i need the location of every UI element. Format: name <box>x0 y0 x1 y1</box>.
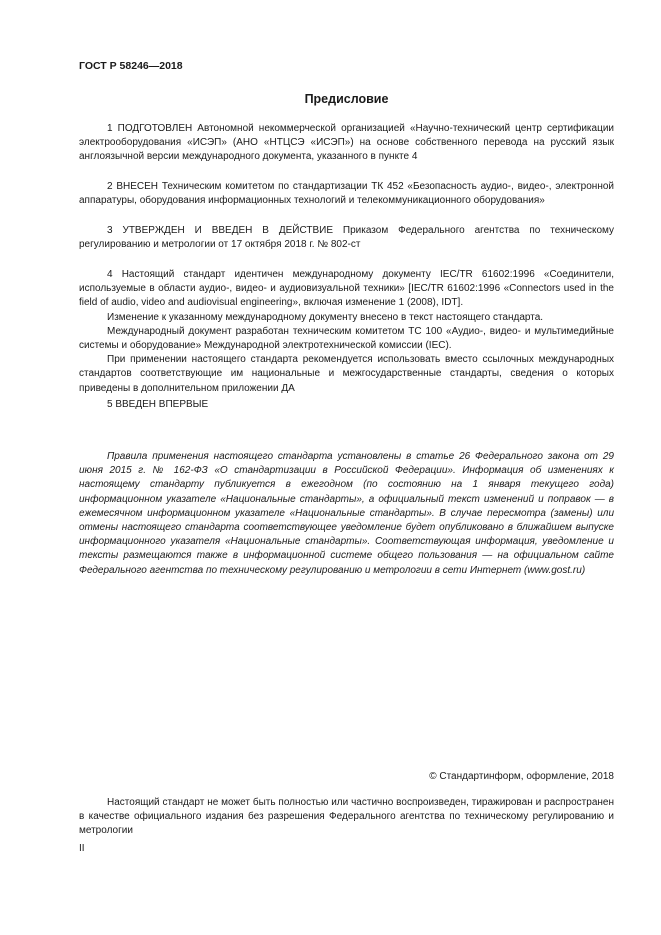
foreword-item-text: 3 УТВЕРЖДЕН И ВВЕДЕН В ДЕЙСТВИЕ Приказом Федерального агентства по техническому регулированию и метрологии от 17 октября 2018 г. № 802-ст <box>79 225 614 251</box>
standard-code: ГОСТ Р 58246—2018 <box>79 60 183 72</box>
foreword-item-text: Изменение к указанному международному документу внесено в текст настоящего стандарта. <box>107 311 544 323</box>
foreword-item-3 <box>79 224 614 252</box>
foreword-item-1 <box>79 122 614 165</box>
reproduction-note <box>79 796 614 839</box>
application-rules-notice <box>79 450 614 578</box>
reproduction-text: Настоящий стандарт не может быть полностью или частично воспроизведен, тиражирован и распространен в качестве официального издания без разрешения Федерального агентства по техническому регулированию и метрологии <box>79 797 614 837</box>
foreword-item-text: 1 ПОДГОТОВЛЕН Автономной некоммерческой организацией «Научно-технический центр сертификации электрооборудования «ИСЭП» (АНО «НТЦСЭ «ИСЭП») на основе собственного перевода на русский язык англоязычной версии международного документа, указанного в пункте 4 <box>79 123 614 163</box>
foreword-item-4 <box>79 268 614 396</box>
foreword-item-2 <box>79 180 614 208</box>
copyright-line: © Стандартинформ, оформление, 2018 <box>429 771 614 782</box>
section-title: Предисловие <box>304 92 389 106</box>
foreword-item-text: 4 Настоящий стандарт идентичен международному документу IEC/TR 61602:1996 «Соединители, используемые в области аудио-, видео- и аудиовизуальной техники» [IEC/TR 61602:1996 «Connectors used in the field of audio, video and audiovisual engineering», включая изменение 1 (2008), IDT]. <box>79 269 614 309</box>
foreword-item-text: Международный документ разработан техническим комитетом ТС 100 «Аудио-, видео- и мультимедийные системы и оборудование» Международной электротехнической комиссии (IEC). <box>79 325 614 352</box>
foreword-item-text: 2 ВНЕСЕН Техническим комитетом по стандартизации ТК 452 «Безопасность аудио-, видео-, электронной аппаратуры, оборудования информационных технологий и телекоммуникационного оборудования» <box>79 181 614 207</box>
foreword-item-text: При применении настоящего стандарта рекомендуется использовать вместо ссылочных международных стандартов соответствующие им национальные и межгосударственные стандарты, сведения о которых приведены в дополнительном приложении ДА <box>79 354 614 394</box>
page-number: II <box>79 843 85 854</box>
foreword-item-5 <box>79 398 614 412</box>
notice-text: Правила применения настоящего стандарта установлены в статье 26 Федерального закона от 29 июня 2015 г. № 162-ФЗ «О стандартизации в Российской Федерации». Информация об изменениях к настоящему стандарту публикуется в ежегодном (по состоянию на 1 января текущего года) информационном указателе «Национальные стандарты», а официальный текст изменений и поправок — в ежемесячном информационном указателе «Национальные стандарты». В случае пересмотра (замены) или отмены настоящего стандарта соответствующее уведомление будет опубликовано в ближайшем выпуске информационного указателя «Национальные стандарты». Соответствующая информация, уведомление и тексты размещаются также в информационной системе общего пользования — на официальном сайте Федерального агентства по техническому регулированию и метрологии в сети Интернет (www.gost.ru) <box>79 451 614 576</box>
foreword-item-text: 5 ВВЕДЕН ВПЕРВЫЕ <box>107 399 209 410</box>
